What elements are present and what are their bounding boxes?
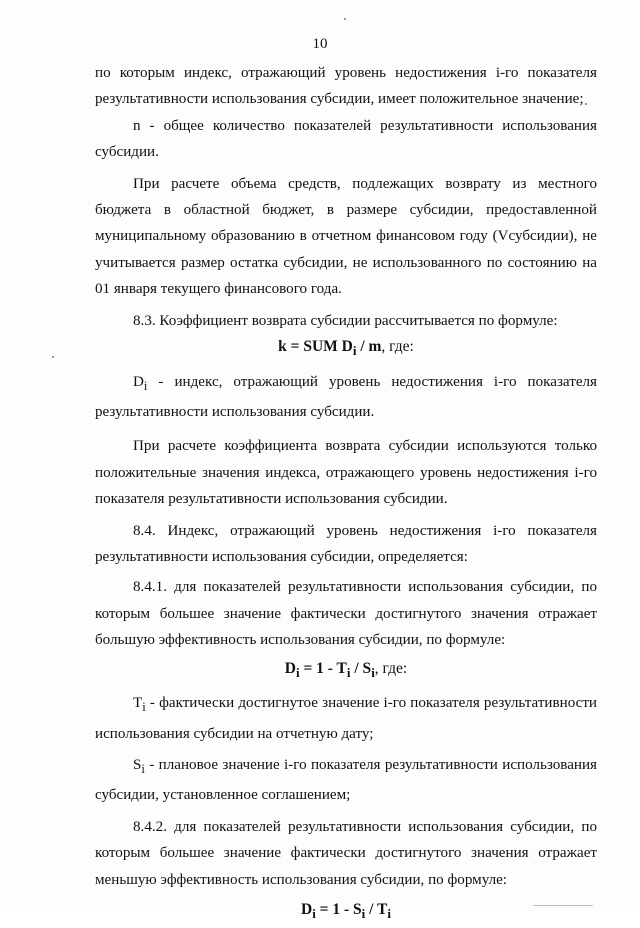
paragraph-text: При расчете объема средств, подлежащих возврату из местного бюджета в областной бюджет, в размере субсидии, предоставленной муниципальному образованию в отчетном финансовом году (Vсубсидии), не учитывается размер остатка субсидии, не использованного по состоянию на 01 января текущего финансового года.	[95, 175, 597, 298]
scan-speck	[585, 103, 587, 105]
paragraph	[95, 308, 597, 334]
paragraph	[95, 171, 597, 303]
formula-index-direct: $D_i = 1 - T_i / S_i$, где:	[284, 659, 408, 680]
paragraph-text: по которым индекс, отражающий уровень недостижения i-го показателя результативности использования субсидии, имеет положительное значение;	[95, 65, 597, 108]
definition-paragraph: $S_i$ - плановое значение i-го показателя результативности использования субсидии, установленное соглашением;	[95, 756, 597, 804]
page-number: 10	[312, 36, 328, 52]
definition-paragraph: $D_i$ - индекс, отражающий уровень недостижения i-го показателя результативности использования субсидии.	[95, 373, 597, 420]
scan-speck	[533, 905, 593, 906]
paragraph-text: 8.3. Коэффициент возврата субсидии рассчитывается по формуле:	[133, 312, 558, 329]
document-body	[95, 60, 597, 928]
paragraph	[95, 433, 597, 512]
paragraph-text: n - общее количество показателей результативности использования субсидии.	[95, 117, 597, 161]
paragraph-text: 8.4.1. для показателей результативности использования субсидии, по которым большее значение фактически достигнутого значения отражает большую эффективность использования субсидии, по формуле:	[95, 579, 597, 649]
paragraph	[95, 574, 597, 653]
paragraph	[95, 60, 597, 113]
paragraph-text: 8.4.2. для показателей результативности использования субсидии, по которым большее значение фактически достигнутого значения отражает меньшую эффективность использования субсидии, по формуле:	[95, 818, 597, 888]
paragraph-text: 8.4. Индекс, отражающий уровень недостижения i-го показателя результативности использования субсидии, определяется:	[95, 522, 597, 566]
paragraph	[95, 113, 597, 166]
formula-coefficient: k = SUM $D_i$ / m, где:	[278, 338, 414, 359]
paragraph	[95, 518, 597, 571]
paragraph-text: При расчете коэффициента возврата субсидии используются только положительные значения индекса, отражающего уровень недостижения i-го показателя результативности использования субсидии.	[95, 438, 597, 508]
definition-paragraph: $T_i$ - фактически достигнутое значение i-го показателя результативности использования субсидии на отчетную дату;	[95, 695, 597, 742]
scan-speck	[344, 18, 346, 20]
scan-speck	[52, 356, 54, 358]
paragraph	[95, 814, 597, 893]
formula-index-inverse: $D_i = 1 - S_i / T_i$	[301, 901, 391, 922]
